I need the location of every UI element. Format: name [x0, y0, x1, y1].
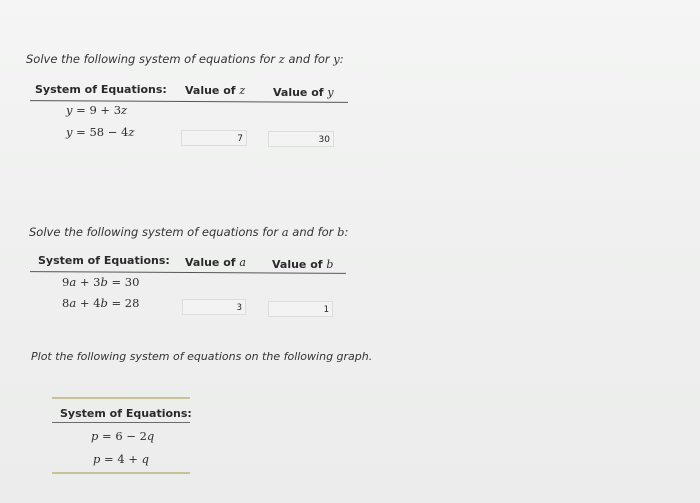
section1-header-system: System of Equations: — [35, 83, 167, 96]
section1-prompt-prefix: Solve the following system of equations for — [26, 52, 279, 66]
eq2-lhs: y — [66, 125, 73, 139]
section2-header-value-a-var: a — [239, 256, 246, 269]
eq4-middle: + 4 — [76, 296, 101, 310]
eq3-rhs: = 30 — [107, 275, 140, 289]
eq5-lhs: p — [91, 429, 99, 443]
eq3-middle: + 3 — [76, 275, 101, 289]
section2-header-value-a — [185, 256, 246, 269]
answer-a-input[interactable]: 3 — [182, 299, 246, 315]
section2-var1: a — [281, 225, 289, 239]
answer-y-input[interactable]: 30 — [268, 131, 334, 147]
answer-z-input[interactable]: 7 — [181, 130, 247, 146]
eq3-var2: b — [100, 275, 108, 289]
eq6-var: q — [141, 452, 149, 466]
section2-prompt-suffix: : — [344, 225, 349, 239]
eq2-op: = 58 − 4 — [72, 125, 129, 139]
eq5-op: = 6 − 2 — [98, 429, 147, 443]
eq4-var1: a — [69, 296, 77, 310]
section1-header-value-y-prefix: Value of — [273, 86, 328, 99]
section2-prompt-prefix: Solve the following system of equations for — [29, 225, 282, 239]
eq4-var2: b — [100, 296, 108, 310]
section2-prompt — [29, 225, 348, 239]
section1-header-value-z-prefix: Value of — [185, 84, 240, 97]
eq4-rhs: = 28 — [107, 296, 140, 310]
answer-b-input[interactable]: 1 — [268, 301, 333, 317]
eq2-var: z — [128, 125, 135, 139]
eq1-lhs: y — [66, 103, 73, 117]
section3-header-system: System of Equations: — [60, 407, 192, 420]
section2-var2: b — [337, 225, 345, 239]
eq3-coef: 9 — [62, 275, 70, 289]
eq4-coef: 8 — [62, 296, 70, 310]
section2-header-value-b-var: b — [326, 258, 334, 271]
section1-header-value-z — [185, 84, 245, 97]
section3-bottom-rule — [52, 472, 190, 474]
section2-header-value-b-prefix: Value of — [272, 258, 327, 271]
eq3-var1: a — [69, 275, 77, 289]
section3-prompt: Plot the following system of equations on the following graph. — [31, 350, 373, 363]
section2-prompt-middle: and for — [288, 225, 338, 239]
section3-equation-1 — [91, 429, 154, 443]
section2-header-system: System of Equations: — [38, 254, 170, 267]
section3-header-rule — [52, 422, 190, 423]
section3-top-rule — [52, 397, 190, 399]
section2-equation-2 — [62, 296, 139, 310]
section1-equation-1 — [66, 103, 127, 117]
section1-equation-2 — [66, 125, 134, 139]
section1-header-value-z-var: z — [239, 84, 246, 97]
eq5-var: q — [146, 429, 155, 443]
section1-var1: z — [278, 52, 285, 66]
section2-equation-1 — [62, 275, 139, 289]
section2-header-value-b — [272, 258, 333, 271]
section1-prompt-middle: and for — [284, 52, 334, 66]
eq6-lhs: p — [93, 452, 101, 466]
section1-prompt — [26, 52, 344, 66]
section2-header-value-a-prefix: Value of — [185, 256, 240, 269]
eq1-var: z — [121, 103, 128, 117]
section2-header-rule — [30, 271, 346, 274]
section1-header-value-y — [273, 86, 334, 99]
eq1-op: = 9 + 3 — [72, 103, 122, 117]
eq6-op: = 4 + — [100, 452, 142, 466]
section1-prompt-suffix: : — [339, 52, 344, 66]
section1-header-value-y-var: y — [327, 86, 334, 99]
section3-equation-2 — [93, 452, 149, 466]
section1-var2: y — [333, 52, 340, 66]
